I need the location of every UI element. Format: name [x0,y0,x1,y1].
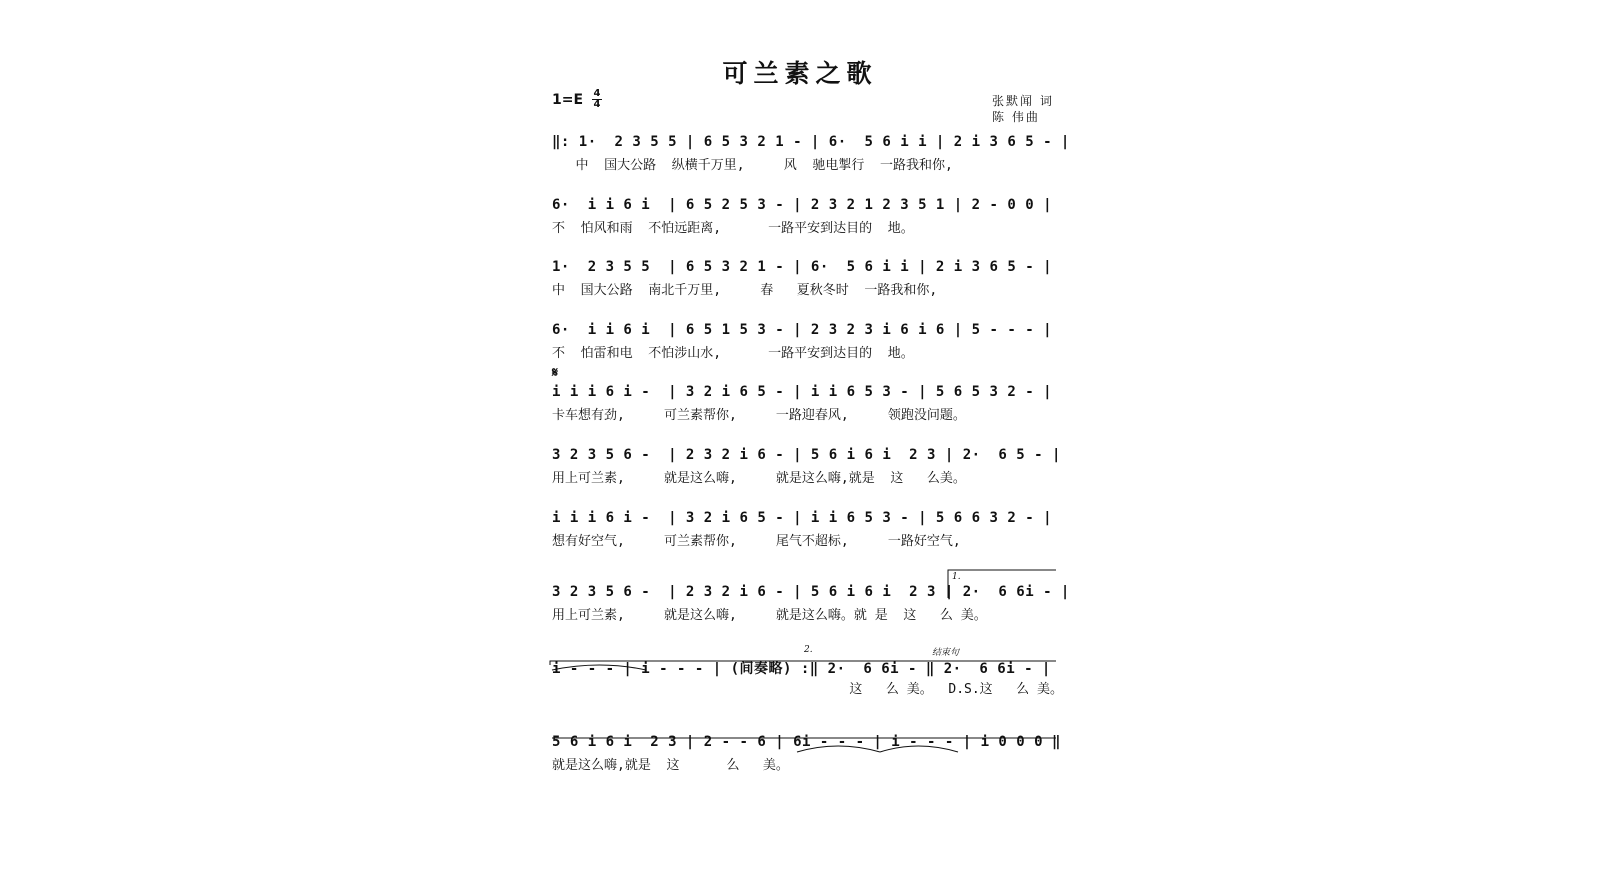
lyrics-line: 用上可兰素, 就是这么嗨, 就是这么嗨。就 是 这 么 美。 [552,608,987,623]
meter-bottom: 4 [593,99,601,110]
meter-top: 4 [593,88,601,99]
segno-sign: 𝄋 [552,365,559,381]
notes-line: 6· i i 6 i | 6 5 1 5 3 - | 2 3 2 3 i 6 i 6 | 5 - - - | [552,322,1053,338]
system-2 [0,197,1600,257]
composer-credit: 陈 伟曲 [992,110,1040,124]
notes-line: i i i 6 i - | 3 2 i 6 5 - | i i 6 5 3 - | 5 6 6 3 2 - | [552,510,1053,526]
system-6 [0,447,1600,507]
lyrics-line: 这 么 美。 D.S.这 么 美。 [552,682,1063,697]
notes-line: ‖: 1· 2 3 5 5 | 6 5 3 2 1 - | 6· 5 6 i i | 2 i 3 6 5 - | [552,134,1070,150]
system-9 [0,658,1600,718]
lyrics-line: 中 国大公路 南北千万里, 春 夏秋冬时 一路我和你, [552,283,938,298]
system-10 [0,734,1600,794]
volta-1-label: 1. [952,572,961,582]
notes-line: 1· 2 3 5 5 | 6 5 3 2 1 - | 6· 5 6 i i | 2 i 3 6 5 - | [552,259,1053,275]
lyricist-credit: 张默闻 词 [992,94,1054,108]
system-4 [0,322,1600,382]
system-3 [0,259,1600,319]
lyrics-line: 想有好空气, 可兰素帮你, 尾气不超标, 一路好空气, [552,534,961,549]
notes-line: 6· i i 6 i | 6 5 2 5 3 - | 2 3 2 1 2 3 5 1 | 2 - 0 0 | [552,197,1053,213]
system-5 [0,384,1600,444]
system-7 [0,510,1600,570]
song-title: 可兰素之歌 [722,59,878,88]
lyrics-line: 不 怕风和雨 不怕远距离, 一路平安到达目的 地。 [552,221,914,236]
system-8 [0,584,1600,644]
key-signature: 1=E [552,92,584,108]
lyrics-line: 就是这么嗨,就是 这 么 美。 [552,758,789,773]
system-1 [0,134,1600,194]
notes-line: i i i 6 i - | 3 2 i 6 5 - | i i 6 5 3 - | 5 6 5 3 2 - | [552,384,1053,400]
ending-label: 结束句 [932,648,960,658]
lyrics-line: 中 国大公路 纵横千万里, 风 驰电掣行 一路我和你, [552,158,953,173]
time-signature [592,89,602,110]
notes-line: 3 2 3 5 6 - | 2 3 2 i 6 - | 5 6 i 6 i 2 3 | 2· 6 6i - | [552,584,1070,600]
lyrics-line: 卡车想有劲, 可兰素帮你, 一路迎春风, 领跑没问题。 [552,408,966,423]
notes-line: i - - - | i - - - | (间奏略) :‖ 2· 6 6i - ‖ 2· 6 6i - | [552,661,1051,677]
lyrics-line: 不 怕雷和电 不怕涉山水, 一路平安到达目的 地。 [552,346,914,361]
volta-2-label: 2. [804,645,813,655]
notes-line: 3 2 3 5 6 - | 2 3 2 i 6 - | 5 6 i 6 i 2 3 | 2· 6 5 - | [552,447,1061,463]
notes-line: 5 6 i 6 i 2 3 | 2 - - 6 | 6i - - - | i - - - | i 0 0 0 ‖ [552,734,1061,750]
lyrics-line: 用上可兰素, 就是这么嗨, 就是这么嗨,就是 这 么美。 [552,471,966,486]
